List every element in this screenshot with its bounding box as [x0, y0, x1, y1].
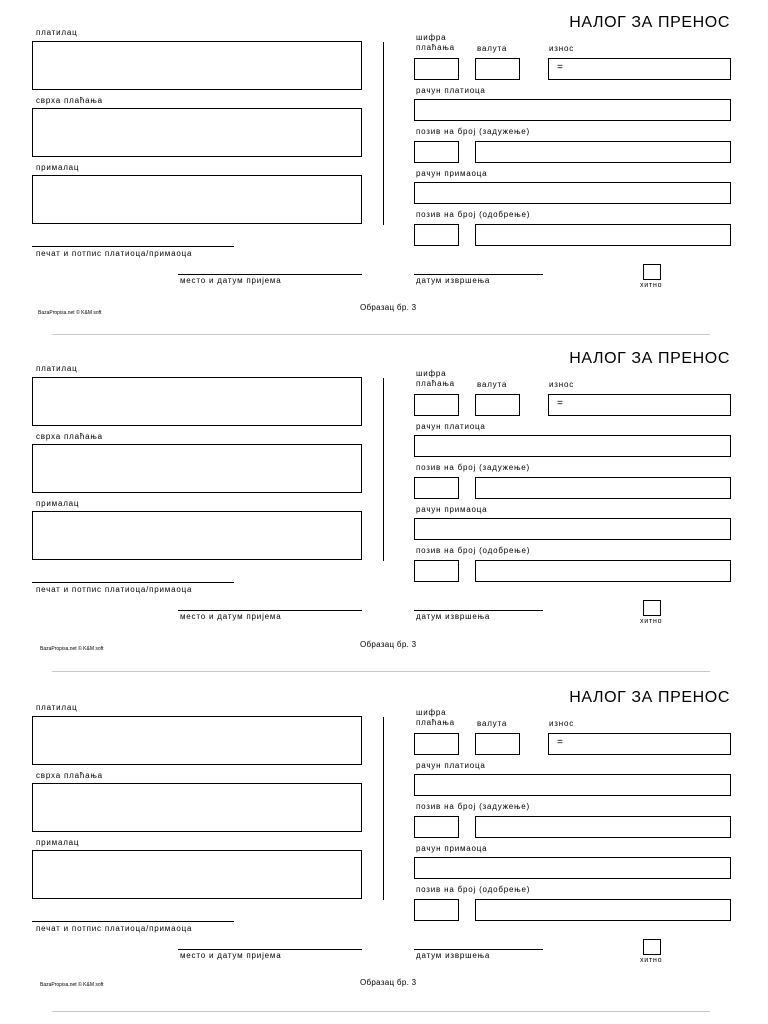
- credit-reference-field[interactable]: [475, 224, 731, 246]
- execution-date-line: [414, 274, 543, 275]
- purpose-label: сврха плаћања: [36, 96, 103, 105]
- form-title: НАЛОГ ЗА ПРЕНОС: [569, 689, 730, 706]
- payment-order-slip-3: [0, 675, 768, 1015]
- execution-date-label: датум извршења: [416, 276, 491, 285]
- amount-prefix: =: [557, 737, 563, 748]
- payment-code-label-line2: плаћања: [416, 718, 455, 727]
- debit-model-field[interactable]: [414, 141, 459, 163]
- recipient-label: прималац: [36, 499, 80, 508]
- recipient-account-field[interactable]: [414, 182, 731, 204]
- debit-reference-label: позив на број (задужење): [416, 802, 531, 811]
- urgent-checkbox[interactable]: [643, 600, 661, 616]
- payment-order-slip-1: [0, 0, 768, 340]
- form-number: Образац бр. 3: [360, 640, 417, 649]
- place-date-label: место и датум пријема: [180, 276, 282, 285]
- credit-model-field[interactable]: [414, 899, 459, 921]
- payer-account-field[interactable]: [414, 774, 731, 796]
- recipient-account-label: рачун примаоца: [416, 169, 488, 178]
- payer-label: платилац: [36, 703, 78, 712]
- credit-reference-label: позив на број (одобрење): [416, 546, 531, 555]
- amount-prefix: =: [557, 62, 563, 73]
- credit-model-field[interactable]: [414, 224, 459, 246]
- amount-label: износ: [549, 719, 575, 728]
- payer-account-label: рачун платиоца: [416, 761, 486, 770]
- amount-field[interactable]: [548, 394, 731, 416]
- payment-code-field[interactable]: [414, 394, 459, 416]
- debit-reference-field[interactable]: [475, 477, 731, 499]
- amount-field[interactable]: [548, 733, 731, 755]
- form-title: НАЛОГ ЗА ПРЕНОС: [569, 350, 730, 367]
- signature-line: [32, 582, 234, 583]
- payment-code-label-line2: плаћања: [416, 43, 455, 52]
- place-date-label: место и датум пријема: [180, 951, 282, 960]
- divider-line: [383, 42, 384, 225]
- payment-code-label-line2: плаћања: [416, 379, 455, 388]
- place-date-line: [178, 610, 362, 611]
- execution-date-label: датум извршења: [416, 951, 491, 960]
- amount-field[interactable]: [548, 58, 731, 80]
- payer-account-field[interactable]: [414, 99, 731, 121]
- payer-account-label: рачун платиоца: [416, 86, 486, 95]
- recipient-account-field[interactable]: [414, 518, 731, 540]
- place-date-label: место и датум пријема: [180, 612, 282, 621]
- currency-field[interactable]: [475, 733, 520, 755]
- recipient-label: прималац: [36, 838, 80, 847]
- recipient-account-label: рачун примаоца: [416, 844, 488, 853]
- purpose-label: сврха плаћања: [36, 432, 103, 441]
- urgent-label: хитно: [640, 618, 663, 625]
- currency-field[interactable]: [475, 394, 520, 416]
- divider-line: [383, 378, 384, 561]
- watermark-text: BazaPropisa.net © K&M soft: [40, 646, 104, 652]
- credit-reference-label: позив на број (одобрење): [416, 210, 531, 219]
- payer-label: платилац: [36, 364, 78, 373]
- amount-label: износ: [549, 380, 575, 389]
- place-date-line: [178, 949, 362, 950]
- payment-code-label-line1: шифра: [416, 33, 447, 42]
- form-number: Образац бр. 3: [360, 978, 417, 987]
- currency-label: валута: [477, 44, 508, 53]
- debit-reference-label: позив на број (задужење): [416, 463, 531, 472]
- debit-model-field[interactable]: [414, 477, 459, 499]
- execution-date-line: [414, 610, 543, 611]
- amount-label: износ: [549, 44, 575, 53]
- payer-account-label: рачун платиоца: [416, 422, 486, 431]
- currency-label: валута: [477, 380, 508, 389]
- credit-reference-field[interactable]: [475, 560, 731, 582]
- payer-field[interactable]: [32, 716, 362, 765]
- payment-order-slip-2: [0, 336, 768, 676]
- payer-label: платилац: [36, 28, 78, 37]
- watermark-text: BazaPropisa.net © K&M soft: [40, 982, 104, 988]
- urgent-label: хитно: [640, 957, 663, 964]
- signature-line: [32, 921, 234, 922]
- credit-model-field[interactable]: [414, 560, 459, 582]
- urgent-label: хитно: [640, 282, 663, 289]
- signature-label: печат и потпис платиоца/примаоца: [36, 924, 193, 933]
- recipient-field[interactable]: [32, 511, 362, 560]
- payment-code-field[interactable]: [414, 58, 459, 80]
- cut-line: [52, 1011, 710, 1012]
- purpose-field[interactable]: [32, 444, 362, 493]
- recipient-account-label: рачун примаоца: [416, 505, 488, 514]
- place-date-line: [178, 274, 362, 275]
- cut-line: [52, 671, 710, 672]
- payment-code-field[interactable]: [414, 733, 459, 755]
- purpose-field[interactable]: [32, 783, 362, 832]
- recipient-field[interactable]: [32, 175, 362, 224]
- credit-reference-label: позив на број (одобрење): [416, 885, 531, 894]
- urgent-checkbox[interactable]: [643, 939, 661, 955]
- recipient-field[interactable]: [32, 850, 362, 899]
- execution-date-label: датум извршења: [416, 612, 491, 621]
- purpose-field[interactable]: [32, 108, 362, 157]
- debit-reference-field[interactable]: [475, 141, 731, 163]
- payer-account-field[interactable]: [414, 435, 731, 457]
- signature-label: печат и потпис платиоца/примаоца: [36, 585, 193, 594]
- payment-code-label-line1: шифра: [416, 708, 447, 717]
- currency-label: валута: [477, 719, 508, 728]
- payer-field[interactable]: [32, 377, 362, 426]
- signature-label: печат и потпис платиоца/примаоца: [36, 249, 193, 258]
- payer-field[interactable]: [32, 41, 362, 90]
- urgent-checkbox[interactable]: [643, 264, 661, 280]
- recipient-account-field[interactable]: [414, 857, 731, 879]
- debit-reference-label: позив на број (задужење): [416, 127, 531, 136]
- amount-prefix: =: [557, 398, 563, 409]
- debit-model-field[interactable]: [414, 816, 459, 838]
- currency-field[interactable]: [475, 58, 520, 80]
- payment-code-label-line1: шифра: [416, 369, 447, 378]
- cut-line: [52, 334, 710, 335]
- debit-reference-field[interactable]: [475, 816, 731, 838]
- execution-date-line: [414, 949, 543, 950]
- signature-line: [32, 246, 234, 247]
- purpose-label: сврха плаћања: [36, 771, 103, 780]
- recipient-label: прималац: [36, 163, 80, 172]
- form-title: НАЛОГ ЗА ПРЕНОС: [569, 14, 730, 31]
- divider-line: [383, 717, 384, 900]
- credit-reference-field[interactable]: [475, 899, 731, 921]
- form-number: Образац бр. 3: [360, 303, 417, 312]
- watermark-text: BazaPropisa.net © K&M soft: [38, 310, 102, 316]
